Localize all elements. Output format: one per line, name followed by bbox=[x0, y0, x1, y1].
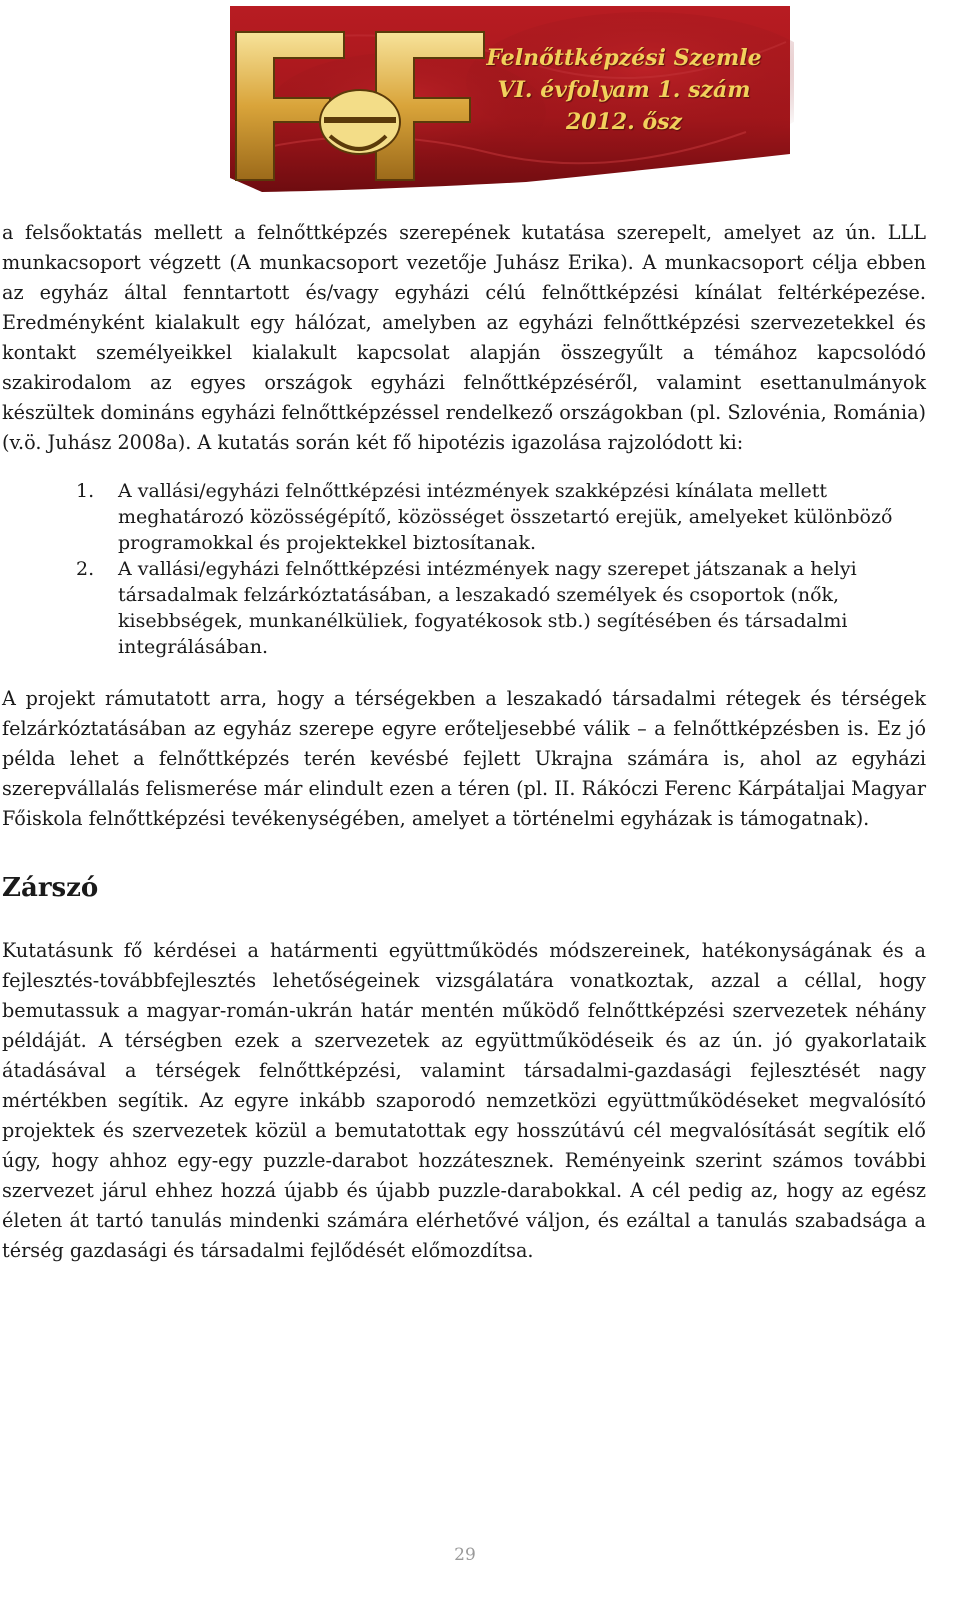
list-item bbox=[76, 478, 926, 556]
list-item-text: A vallási/egyházi felnőttképzési intézmények szakképzési kínálata mellett meghatározó közösségépítő, közösséget összetartó erejük, amelyeket különböző programokkal és projektekkel biztosítanak. bbox=[118, 480, 893, 554]
page-number: 29 bbox=[454, 1545, 476, 1565]
list-item-number: 1. bbox=[76, 480, 95, 502]
journal-title-block bbox=[474, 42, 774, 138]
list-item bbox=[76, 556, 926, 660]
journal-header-banner bbox=[226, 2, 794, 194]
hypotheses-list bbox=[2, 478, 926, 660]
section-heading: Zárszó bbox=[2, 873, 99, 903]
list-item-number: 2. bbox=[76, 558, 95, 580]
journal-volume: VI. évfolyam 1. szám bbox=[497, 77, 751, 103]
journal-season: 2012. ősz bbox=[565, 109, 683, 135]
document-body bbox=[2, 218, 926, 1266]
journal-title: Felnőttképzési Szemle bbox=[486, 45, 762, 71]
body-paragraph-1: a felsőoktatás mellett a felnőttképzés szerepének kutatása szerepelt, amelyet az ún. LLL munkacsoport végzett (A munkacsoport vezetője Juhász Erika). A munkacsoport célja ebben az egyház által fenntartott és/vagy egyházi célú felnőttképzési kínálat feltérképezése. Eredményként kialakult egy hálózat, amelyben az egyházi felnőttképzési szervezetekkel és kontakt személyeikkel kialakult kapcsolat alapján összegyűlt a témához kapcsolódó szakirodalom az egyes országok egyházi felnőttképzéséről, valamint esettanulmányok készültek domináns egyházi felnőttképzéssel rendelkező országokban (pl. Szlovénia, Románia) (v.ö. Juhász 2008a). A kutatás során két fő hipotézis igazolása rajzolódott ki: bbox=[2, 221, 926, 454]
list-item-text: A vallási/egyházi felnőttképzési intézmények nagy szerepet játszanak a helyi társadalmak felzárkóztatásában, a leszakadó személyek és csoportok (nők, kisebbségek, munkanélküliek, fogyatékosok stb.) segítésében és társadalmi integrálásában. bbox=[118, 558, 857, 658]
body-paragraph-3: Kutatásunk fő kérdései a határmenti együttműködés módszereinek, hatékonyságának és a fejlesztés-továbbfejlesztés lehetőségeinek vizsgálatára vonatkoztak, azzal a céllal, hogy bemutassuk a magyar-román-ukrán határ mentén működő felnőttképzési szervezetek néhány példáját. A térségben ezek a szervezetek az együttműködéseik és az ún. jó gyakorlataik átadásával a térségek felnőttképzési, valamint társadalmi-gazdasági fejlesztését nagy mértékben segítik. Az egyre inkább szaporodó nemzetközi együttműködéseket megvalósító projektek és szervezetek közül a bemutatottak egy hosszútávú cél megvalósítását segítik elő úgy, hogy ahhoz egy-egy puzzle-darabot hozzátesznek. Reményeink szerint számos további szervezet járul ehhez hozzá újabb és újabb puzzle-darabokkal. A cél pedig az, hogy az egész életen át tartó tanulás mindenki számára elérhetővé váljon, és ezáltal a tanulás szabadsága a térség gazdasági és társadalmi fejlődését előmozdítsa. bbox=[2, 939, 926, 1262]
body-paragraph-2: A projekt rámutatott arra, hogy a térségekben a leszakadó társadalmi rétegek és térségek felzárkóztatásában az egyház szerepe egyre erőteljesebbé válik – a felnőttképzésben is. Ez jó példa lehet a felnőttképzés terén kevésbé fejlett Ukrajna számára is, ahol az egyházi szerepvállalás felismerése már elindult ezen a téren (pl. II. Rákóczi Ferenc Kárpátaljai Magyar Főiskola felnőttképzési tevékenységében, amelyet a történelmi egyházak is támogatnak). bbox=[2, 687, 926, 830]
